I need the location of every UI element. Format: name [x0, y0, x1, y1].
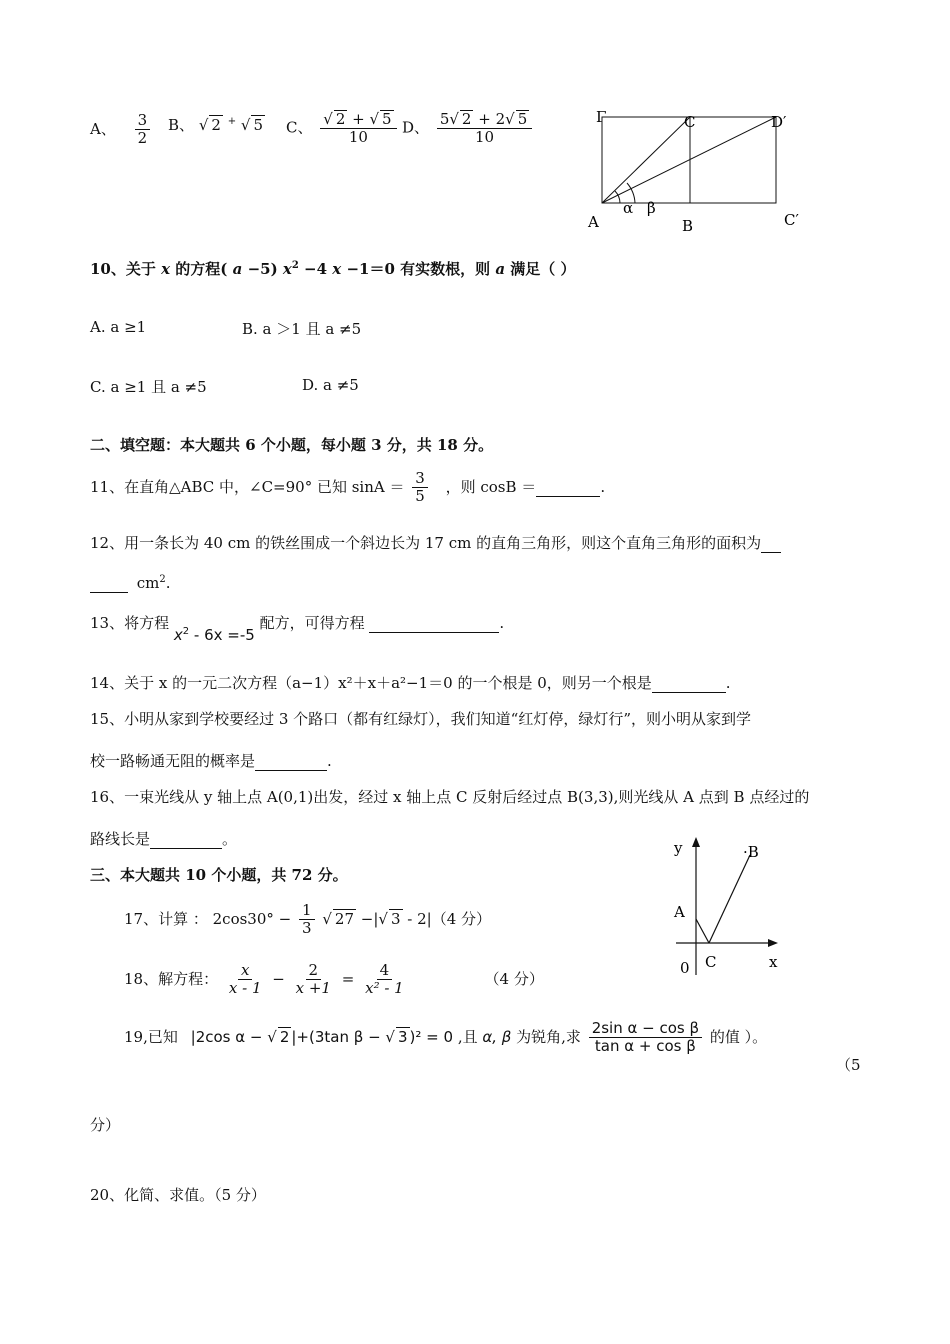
section-2-heading: 二、填空题：本大题共 6 个小题，每小题 3 分，共 18 分。 — [90, 436, 494, 454]
q10-option-a: A. a ≥1 — [90, 318, 147, 336]
q19-fraction: $\frac{\text{2sin α − cos β}}{\text{tan α + cos β}}$ — [589, 1020, 702, 1056]
q12-line-1: 12、用一条长为 40 cm 的铁丝围成一个斜边长为 17 cm 的直角三角形，则这个直角三角形的面积为 — [90, 532, 781, 553]
q19-score-a: （5 — [836, 1056, 861, 1074]
q16-answer-blank — [150, 830, 222, 849]
q18-fraction-2: $\frac{2}{x +1}$ — [295, 961, 331, 998]
q15-line-2: 校一路畅通无阻的概率是 . — [90, 752, 332, 770]
q19: 19,已知 |2cos α − √ 2 |+(3tan β − √ 3 )² = 0 ,且 α, β 为锐角,求 $\frac{\text{2sin α − cos β}}{\text{tan α + cos β}}$ 的值 ）。 — [124, 1020, 767, 1056]
q18-fraction-3: $\frac{4}{\text{x² - 1}}$ — [365, 961, 404, 998]
label-alpha: α — [623, 199, 634, 217]
label-b: ·B — [743, 843, 759, 861]
q10-option-c: C. a ≥1 且 a ≠5 — [90, 378, 207, 396]
q19-condition: |2cos α − √ 2 |+(3tan β − √ 3 )² = 0 — [191, 1028, 453, 1046]
label-c: C — [705, 953, 717, 971]
q11-answer-blank — [536, 478, 600, 497]
q9-a-fraction: $\frac{3}{2}$ — [135, 112, 151, 148]
label-a: A — [588, 213, 599, 231]
q10-stem: 10、关于 x 的方程( a −5) $x^2 -4$ x −1＝0 有实数根，则 a 满足（ ） — [90, 260, 576, 278]
segment-ac — [602, 117, 690, 203]
section-3-heading: 三、本大题共 10 个小题，共 72 分。 — [90, 866, 348, 884]
q13: 13、将方程 $x^2 - 6x =-5$ 配方，可得方程 . — [90, 614, 505, 644]
q12-answer-blank-a — [761, 534, 781, 553]
label-c-prime: C′ — [784, 211, 799, 229]
x-axis-arrow — [768, 939, 778, 947]
label-y: y — [674, 839, 683, 857]
q15-answer-blank — [255, 752, 327, 771]
q9-option-a: A、 $\frac{3}{2}$ — [90, 112, 153, 148]
q9-d-fraction: $\frac{5√ 2 + 2√ 5}{10}$ — [437, 110, 532, 147]
label-b: B — [682, 217, 694, 235]
label-d-prime: D′ — [771, 113, 787, 131]
q10-option-b: B. a ＞1 且 a ≠5 — [242, 320, 362, 338]
q15-line-1: 15、小明从家到学校要经过 3 个路口（都有红绿灯），我们知道“红灯停，绿灯行”，则小明从家到学 — [90, 710, 752, 728]
q9-c-fraction: √ $\frac{2 + √ 5}{10}$ — [320, 110, 396, 147]
label-c: C — [684, 113, 696, 131]
figure-light-reflection — [660, 835, 790, 985]
q13-equation: $x^2 - 6x =-5$ — [173, 626, 255, 644]
q16-line-2: 路线长是 。 — [90, 830, 238, 848]
alpha-arc — [615, 191, 620, 203]
q17: 17、计算 ： 2cos30° − $\frac{1}{3}$ √ 27 −|√ 3 - 2|（4 分） — [124, 902, 491, 938]
q14: 14、关于 x 的一元二次方程（a−1）x²＋x＋a²−1＝0 的一个根是 0，则另一个根是 . — [90, 674, 731, 692]
q18: 18、解方程： $\frac{x}{x - 1}$ − $\frac{2}{x +1}$ = $\frac{4}{\text{x² - 1}}$ （4 分） — [124, 961, 544, 998]
label-topleft: Γ — [596, 108, 607, 126]
label-a: A — [674, 903, 685, 921]
q9-option-d: D、 $\frac{5√ 2 + 2√ 5}{10}$ — [402, 110, 535, 147]
q17-fraction: $\frac{1}{3}$ — [299, 902, 315, 938]
q19-score-b: 分） — [90, 1116, 121, 1134]
q10-option-d: D. a ≠5 — [302, 376, 359, 394]
q14-answer-blank — [652, 674, 726, 693]
q12-line-2: $cm^2$. — [90, 574, 171, 593]
q11-fraction: $\frac{3}{5}$ — [412, 470, 428, 506]
q9-option-c: C、 √ $\frac{2 + √ 5}{10}$ — [286, 110, 400, 147]
q11: 11、在直角△ABC 中，∠C=90° 已知 sinA ＝ $\frac{3}{5}$ ，则 cosB ＝ . — [90, 469, 606, 506]
label-origin: 0 — [680, 959, 690, 977]
q12-answer-blank-b — [90, 574, 128, 593]
y-axis-arrow — [692, 837, 700, 847]
q16-line-1: 16、一束光线从 y 轴上点 A(0,1)出发，经过 x 轴上点 C 反射后经过点 B(3,3),则光线从 A 点到 B 点经过的 — [90, 788, 810, 806]
q18-fraction-1: $\frac{x}{x - 1}$ — [228, 961, 262, 998]
q9-option-b: B、 √ 2 + √ 5 — [168, 114, 265, 135]
q20: 20、化简、求值。（5 分） — [90, 1186, 266, 1204]
segment-cb — [709, 855, 750, 943]
figure-rectangle-angles — [580, 105, 820, 240]
segment-ac — [696, 919, 709, 943]
label-beta: β — [647, 199, 656, 217]
label-x: x — [769, 953, 778, 971]
q13-answer-blank — [369, 614, 499, 633]
